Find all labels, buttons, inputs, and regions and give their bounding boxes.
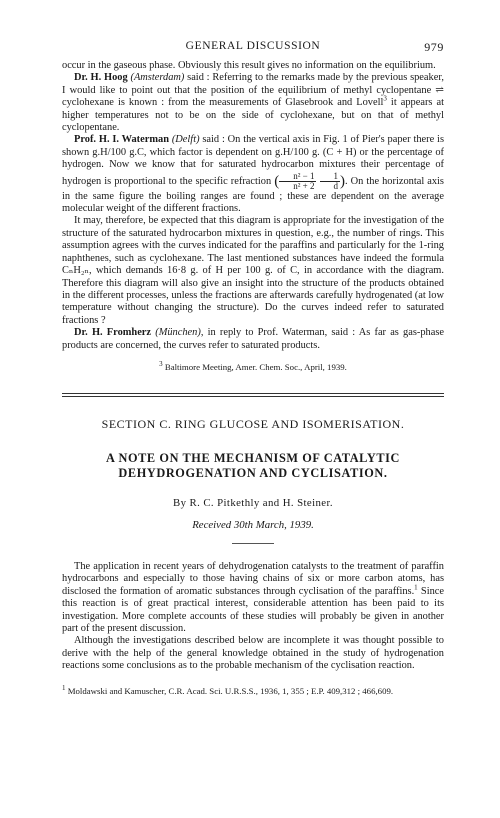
- footnote-3: $^3$ Baltimore Meeting, Amer. Chem. Soc., April, 1939.: [159, 360, 347, 372]
- page-number: 979: [424, 40, 444, 54]
- article-body: [62, 561, 444, 673]
- paragraph-gaseous: occur in the gaseous phase. Obviously this result gives no information on the equilibrium.: [62, 60, 436, 71]
- speaker-fromherz: Dr. H. Fromherz: [74, 327, 152, 339]
- section-divider: [62, 393, 444, 397]
- hoog-remark-cont: it appears at higher temperatures not to be on the side of cyclohexane, but on that of methyl cyclopentane.: [62, 97, 444, 134]
- footnote-1: $^1$ Moldawski and Kamuscher, C.R. Acad. Sci. U.R.S.S., 1936, 1, 355 ; E.P. 409,312 ; 466,609.: [62, 683, 394, 696]
- fromherz-remark: , in reply to Prof. Waterman, said : As far as gas-phase products are concerned, the curves refer to saturated products.: [62, 327, 445, 351]
- paragraph-although: Although the investigations described below are incomplete it was thought possible to derive with the help of the general knowledge obtained in the study of hydrogenation reactions some conclusions as to the probable mechanism of the cyclisation reaction.: [62, 635, 444, 672]
- paragraph-application: The application in recent years of dehydrogenation catalysts to the treatment of paraffin hydrocarbons and especially to those having chains of six or more carbon atoms, has disclosed the formation of aromatic substances through cyclisation of the paraffins.$^1$ Since this reaction is of great practical interest, considerable attention has been paid to its investigation. More complete accounts of these studies will probably be given in another part of the present discussion.: [62, 560, 444, 634]
- speaker-hoog: Dr. H. Hoog: [74, 72, 128, 84]
- running-header-title: GENERAL DISCUSSION: [185, 40, 321, 52]
- paragraph-fromherz: [62, 327, 444, 352]
- waterman-remark-cont: . On the horizontal axis in the same figure the boiling ranges are found ; these are dependent on the average molecular weight of the different fractions.: [62, 175, 444, 215]
- short-divider: [232, 543, 274, 544]
- received-date: Received 30th March, 1939.: [192, 518, 314, 531]
- speaker-hoog-affiliation: (Amsterdam): [130, 72, 185, 84]
- author-byline: By R. C. Pitkethly and H. Steiner.: [173, 496, 333, 509]
- footnote-ref-3: 3: [383, 94, 387, 103]
- paragraph-hoog: [62, 72, 444, 134]
- density-fraction: $\frac{1}{d}$: [320, 172, 341, 191]
- paragraph-may-expected: It may, therefore, be expected that this diagram is appropriate for the investigation of the structure of the saturated hydrocarbon mixtures in question, e.g., the number of rings. This assumption agrees with the curves indicated for the paraffins and particularly for the 1-ring naphthenes, such as cyclohexane. The last mentioned substances have indeed the formula CₙH₂ₙ, which demands 16·8 g. of H per 100 g. of C, in accordance with the diagram. Therefore this diagram will also give an insight into the structure of the products obtained in the different processes, unless the fractions are afterwards carefully hydrogenated (at low temperature without changing the structure). Do the curves indeed refer to saturated fractions ?: [62, 215, 444, 326]
- speaker-waterman-affiliation: (Delft): [171, 134, 200, 146]
- refraction-fraction: $\frac{\text{n² − 1}}{\text{n² + 2}}$: [279, 172, 316, 191]
- speaker-waterman: Prof. H. I. Waterman: [74, 134, 169, 146]
- footnote-ref-1: 1: [414, 583, 418, 592]
- hoog-remark: said : Referring to the remarks made by the previous speaker, I would like to point out that the position of the equilibrium of methyl cyclopentane ⇌ cyclohexane is known : from the measurements of Glasebrook and Lovell: [62, 72, 444, 109]
- article-title: A NOTE ON THE MECHANISM OF CATALYTIC DEHYDROGENATION AND CYCLISATION.: [106, 450, 400, 480]
- speaker-fromherz-affiliation: (München): [155, 327, 201, 339]
- page: [62, 0, 444, 697]
- running-header: [62, 40, 444, 60]
- section-heading: SECTION C. RING GLUCOSE AND ISOMERISATION.: [101, 416, 405, 431]
- waterman-remark: said : On the vertical axis in Fig. 1 of Pier's paper there is shown g.H/100 g.C, which factor is dependent on g.H/100 g. (C + H) or the percentage of hydrogen. Now we know that for saturated hydrocarbon mixtures their percentage of hydrogen is proportional to the specific refraction: [62, 134, 444, 187]
- paragraph-waterman: Prof. H. I. Waterman (Delft) said : On the vertical axis in Fig. 1 of Pier's paper there is shown g.H/100 g.C, which factor is dependent on g.H/100 g. (C + H) or the percentage of hydrogen. Now we know that for saturated hydrocarbon mixtures their percentage of hydrogen is proportional to the specific refraction ( $\frac{\text{n² − 1}}{\text{n² + 2}}$ $\frac{1}{d}$ ). On the horizontal axis in the same figure the boiling ranges are found ; these are dependent on the average molecular weight of the different fractions.: [62, 134, 444, 215]
